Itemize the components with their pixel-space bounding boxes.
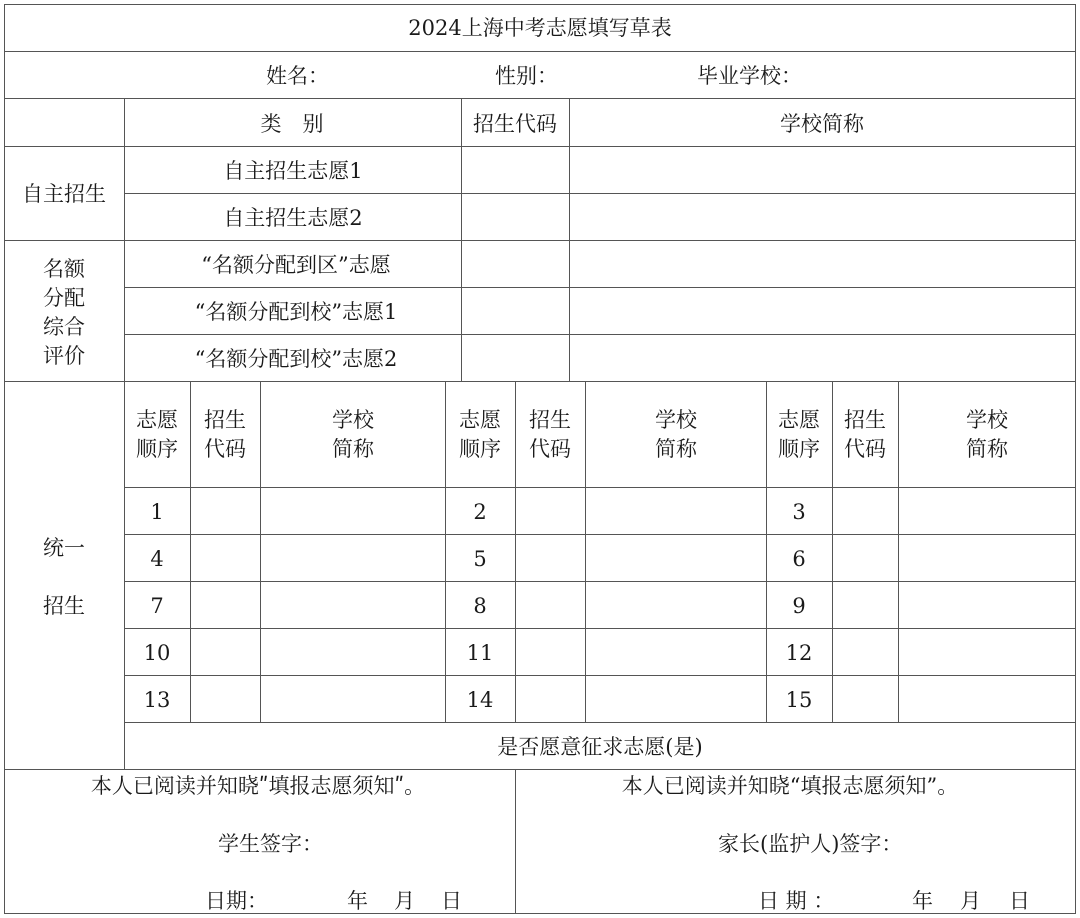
header-category: 类 别 — [260, 112, 324, 136]
order-number: 10 — [143, 641, 171, 665]
border-right — [1075, 4, 1076, 914]
header-code: 招生代码 — [473, 112, 557, 136]
col-code-head: 招生 — [844, 408, 886, 432]
order-number: 7 — [150, 594, 164, 618]
divider — [190, 381, 191, 722]
col-name-head: 学校 — [966, 408, 1008, 432]
col-code-head: 招生 — [529, 408, 571, 432]
divider — [4, 240, 1076, 241]
form-title: 2024上海中考志愿填写草表 — [408, 16, 672, 40]
col-code-head: 代码 — [204, 437, 246, 461]
col-name-head: 简称 — [332, 437, 374, 461]
student-notice: 本人已阅读并知晓ʺ填报志愿须知ʺ。 — [90, 774, 426, 798]
order-number: 14 — [466, 688, 494, 712]
header-short-name: 学校简称 — [780, 112, 864, 136]
order-number: 12 — [785, 641, 813, 665]
order-number: 3 — [792, 500, 806, 524]
col-code-head: 代码 — [529, 437, 571, 461]
order-number: 13 — [143, 688, 171, 712]
col-name-head: 学校 — [655, 408, 697, 432]
divider — [124, 628, 1076, 629]
divider — [124, 675, 1076, 676]
parent-notice: 本人已阅读并知晓“填报志愿须知”。 — [621, 774, 959, 798]
col-name-head: 简称 — [655, 437, 697, 461]
order-number: 9 — [792, 594, 806, 618]
divider — [4, 769, 1076, 770]
quota-group-line-3: 综合 — [43, 315, 85, 339]
col-order-head: 顺序 — [459, 437, 501, 461]
independent-group-label: 自主招生 — [22, 182, 106, 206]
student-date-day: 日 — [441, 889, 462, 913]
divider — [124, 98, 125, 769]
col-order-head: 志愿 — [778, 408, 820, 432]
order-number: 6 — [792, 547, 806, 571]
col-name-head: 简称 — [966, 437, 1008, 461]
divider — [124, 334, 1076, 335]
col-order-head: 顺序 — [136, 437, 178, 461]
border-left — [4, 4, 5, 914]
student-sign-label: 学生签字： — [218, 832, 323, 856]
independent-row-2: 自主招生志愿2 — [223, 206, 363, 230]
student-date-year: 年 — [347, 889, 368, 913]
divider — [124, 534, 1076, 535]
order-number: 8 — [473, 594, 487, 618]
gender-label: 性别： — [495, 64, 558, 88]
divider — [124, 722, 1076, 723]
divider — [569, 98, 570, 381]
order-number: 4 — [150, 547, 164, 571]
col-name-head: 学校 — [332, 408, 374, 432]
independent-row-1: 自主招生志愿1 — [223, 159, 363, 183]
divider — [260, 381, 261, 722]
divider — [124, 581, 1076, 582]
col-code-head: 代码 — [844, 437, 886, 461]
divider — [124, 287, 1076, 288]
divider — [4, 98, 1076, 99]
parent-date-label: 日 期 ： — [758, 889, 835, 913]
parent-date-month: 月 — [960, 889, 981, 913]
unified-group-line-2: 招生 — [43, 594, 85, 618]
col-code-head: 招生 — [204, 408, 246, 432]
school-label: 毕业学校： — [697, 64, 802, 88]
order-number: 15 — [785, 688, 813, 712]
order-number: 2 — [473, 500, 487, 524]
divider — [766, 381, 767, 722]
divider — [898, 381, 899, 722]
parent-sign-label: 家长(监护人)签字： — [718, 832, 903, 856]
divider — [515, 769, 516, 914]
divider — [461, 98, 462, 381]
divider — [515, 381, 516, 722]
col-order-head: 顺序 — [778, 437, 820, 461]
col-order-head: 志愿 — [136, 408, 178, 432]
quota-group-line-1: 名额 — [43, 257, 85, 281]
student-date-label: 日期： — [205, 889, 268, 913]
solicit-preference: 是否愿意征求志愿(是) — [497, 735, 703, 759]
quota-group-line-2: 分配 — [43, 286, 85, 310]
quota-row-district: “名额分配到区”志愿 — [201, 253, 391, 277]
divider — [445, 381, 446, 722]
order-number: 1 — [150, 500, 164, 524]
divider — [124, 487, 1076, 488]
divider — [4, 51, 1076, 52]
unified-group-line-1: 统一 — [43, 536, 85, 560]
col-order-head: 志愿 — [459, 408, 501, 432]
parent-date-year: 年 — [912, 889, 933, 913]
quota-row-school-1: “名额分配到校”志愿1 — [194, 300, 398, 324]
quota-row-school-2: “名额分配到校”志愿2 — [194, 347, 398, 371]
border-top — [4, 4, 1076, 5]
border-bottom — [4, 913, 1076, 914]
divider — [4, 146, 1076, 147]
divider — [4, 381, 1076, 382]
parent-date-day: 日 — [1009, 889, 1030, 913]
order-number: 11 — [466, 641, 494, 665]
order-number: 5 — [473, 547, 487, 571]
student-date-month: 月 — [394, 889, 415, 913]
divider — [585, 381, 586, 722]
divider — [124, 193, 1076, 194]
name-label: 姓名： — [266, 64, 329, 88]
divider — [832, 381, 833, 722]
quota-group-line-4: 评价 — [43, 344, 85, 368]
